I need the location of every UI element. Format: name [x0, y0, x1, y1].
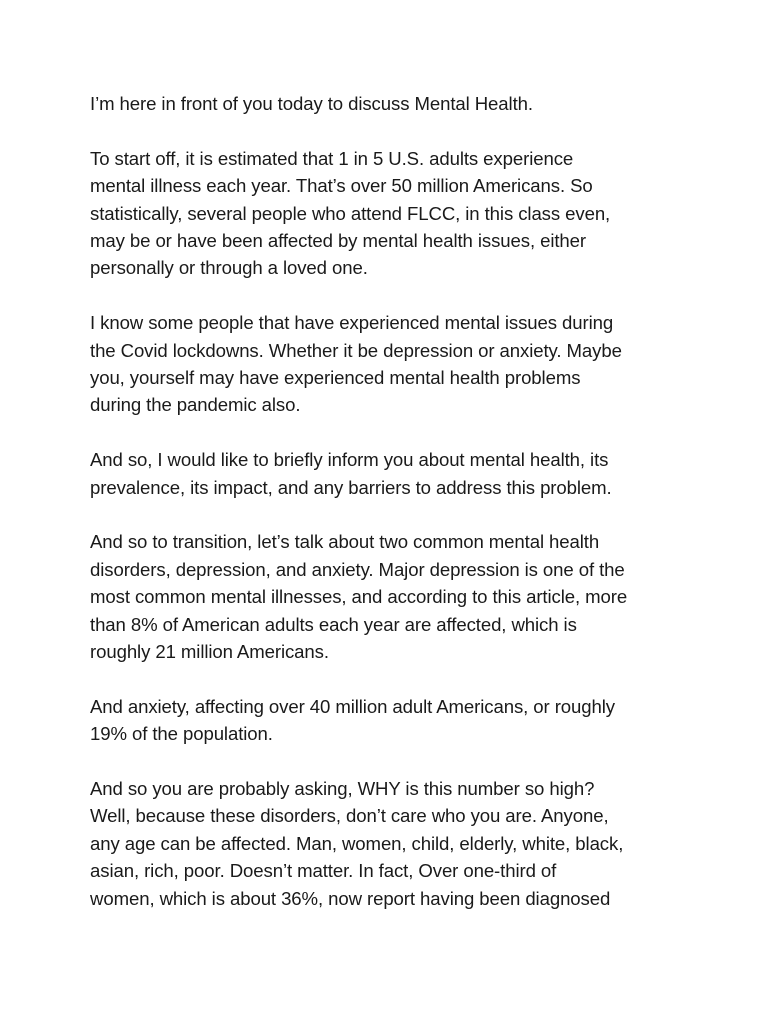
paragraph-covid: I know some people that have experienced mental issues during the Covid lockdowns. Whether it be depression or anxiety. Maybe you, yourself may have experienced mental health problems during the pandemic also. [90, 312, 622, 416]
document-body [90, 90, 708, 912]
paragraph-intro: I’m here in front of you today to discuss Mental Health. [90, 93, 533, 114]
paragraph-why: And so you are probably asking, WHY is this number so high? Well, because these disorders, don’t care who you are. Anyone, any age can be affected. Man, women, child, elderly, white, black, asian, rich, poor. Doesn’t matter. In fact, Over one-third of women, which is about 36%, now report having been diagnosed [90, 778, 624, 909]
paragraph-purpose: And so, I would like to briefly inform you about mental health, its prevalence, its impact, and any barriers to address this problem. [90, 449, 612, 498]
paragraph-anxiety: And anxiety, affecting over 40 million adult Americans, or roughly 19% of the population. [90, 695, 615, 745]
paragraph-depression: And so to transition, let’s talk about two common mental health disorders, depression, and anxiety. Major depression is one of the most common mental illnesses, and according to this article, more than 8% of American adults each year are affected, which is roughly 21 million Americans. [90, 531, 628, 663]
paragraph-statistics: To start off, it is estimated that 1 in 5 U.S. adults experience mental illness each year. That’s over 50 million Americans. So statistically, several people who attend FLCC, in this class even, may be or have been affected by mental health issues, either personally or through a loved one. [90, 147, 611, 279]
